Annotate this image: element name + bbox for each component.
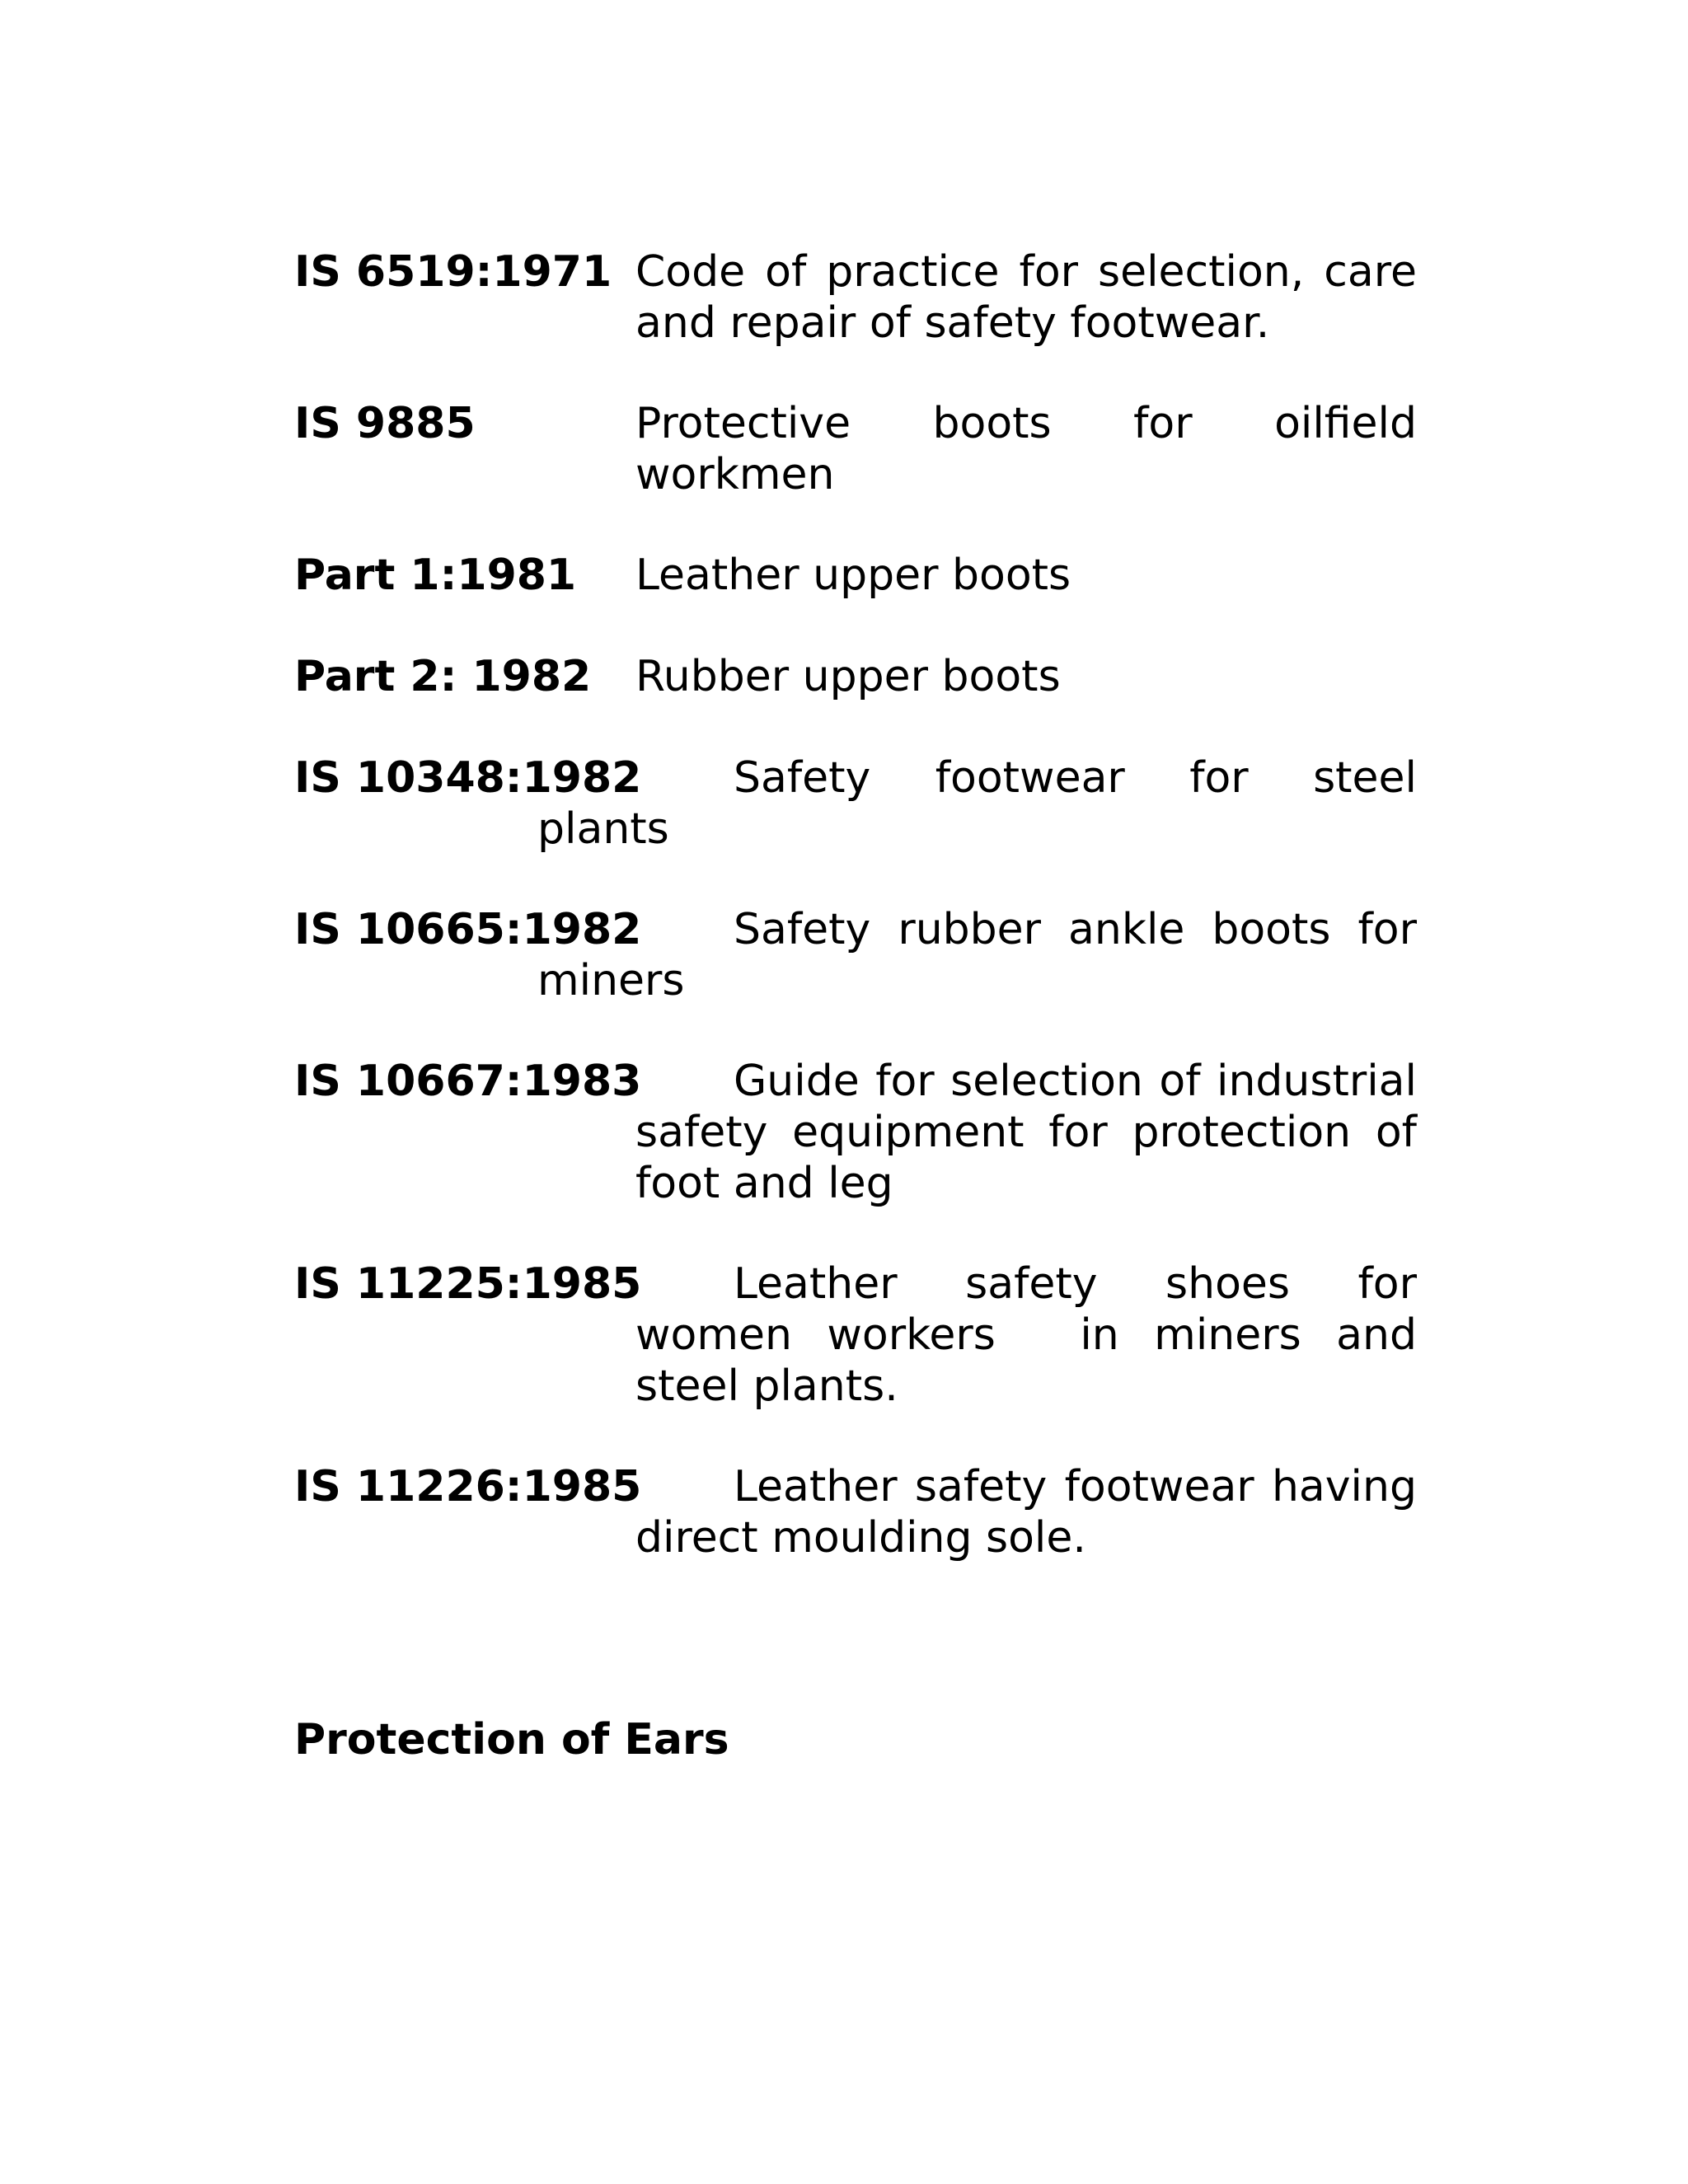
description-line: safety equipment for protection of <box>635 1108 1417 1157</box>
standard-description <box>734 752 1417 804</box>
description-line: plants <box>537 804 669 854</box>
description-line: Leather upper boots <box>635 551 1071 600</box>
standard-code: IS 10667:1983 <box>294 1057 642 1106</box>
standard-description <box>734 904 1417 955</box>
description-line: Rubber upper boots <box>635 652 1061 701</box>
standard-description <box>734 1258 1417 1310</box>
standard-code: IS 6519:1971 <box>294 247 612 297</box>
standard-description-continued <box>635 1107 1417 1209</box>
description-line: Protective boots for oilfield <box>635 399 1417 448</box>
standard-code: IS 11226:1985 <box>294 1462 642 1511</box>
standard-description <box>734 1461 1417 1512</box>
description-line: Safety rubber ankle boots for <box>734 905 1417 954</box>
description-line: and repair of safety footwear. <box>635 298 1270 348</box>
description-line: miners <box>537 956 685 1005</box>
standard-description <box>734 1056 1417 1107</box>
description-line: Code of practice for selection, care <box>635 247 1417 297</box>
standard-description <box>635 550 1071 601</box>
description-line: Guide for selection of industrial <box>734 1057 1417 1106</box>
standard-code: IS 10348:1982 <box>294 753 642 803</box>
standard-description <box>635 398 1417 500</box>
standard-description <box>635 246 1417 349</box>
description-line: direct moulding sole. <box>635 1513 1086 1563</box>
section-heading: Protection of Ears <box>294 1715 729 1765</box>
description-line: Safety footwear for steel <box>734 753 1417 803</box>
standard-code: Part 1:1981 <box>294 551 577 600</box>
description-line: Leather safety footwear having <box>734 1462 1417 1511</box>
description-line: Leather safety shoes for <box>734 1259 1417 1309</box>
description-line: women workers in miners and <box>635 1310 1417 1360</box>
standard-description <box>635 651 1061 702</box>
description-line: steel plants. <box>635 1361 898 1411</box>
standard-description-continued <box>635 1310 1417 1412</box>
description-line: foot and leg <box>635 1159 893 1208</box>
standard-code: IS 11225:1985 <box>294 1259 642 1309</box>
standard-code: Part 2: 1982 <box>294 652 592 701</box>
standard-code: IS 10665:1982 <box>294 905 642 954</box>
standard-code: IS 9885 <box>294 399 476 448</box>
description-line: workmen <box>635 450 835 499</box>
